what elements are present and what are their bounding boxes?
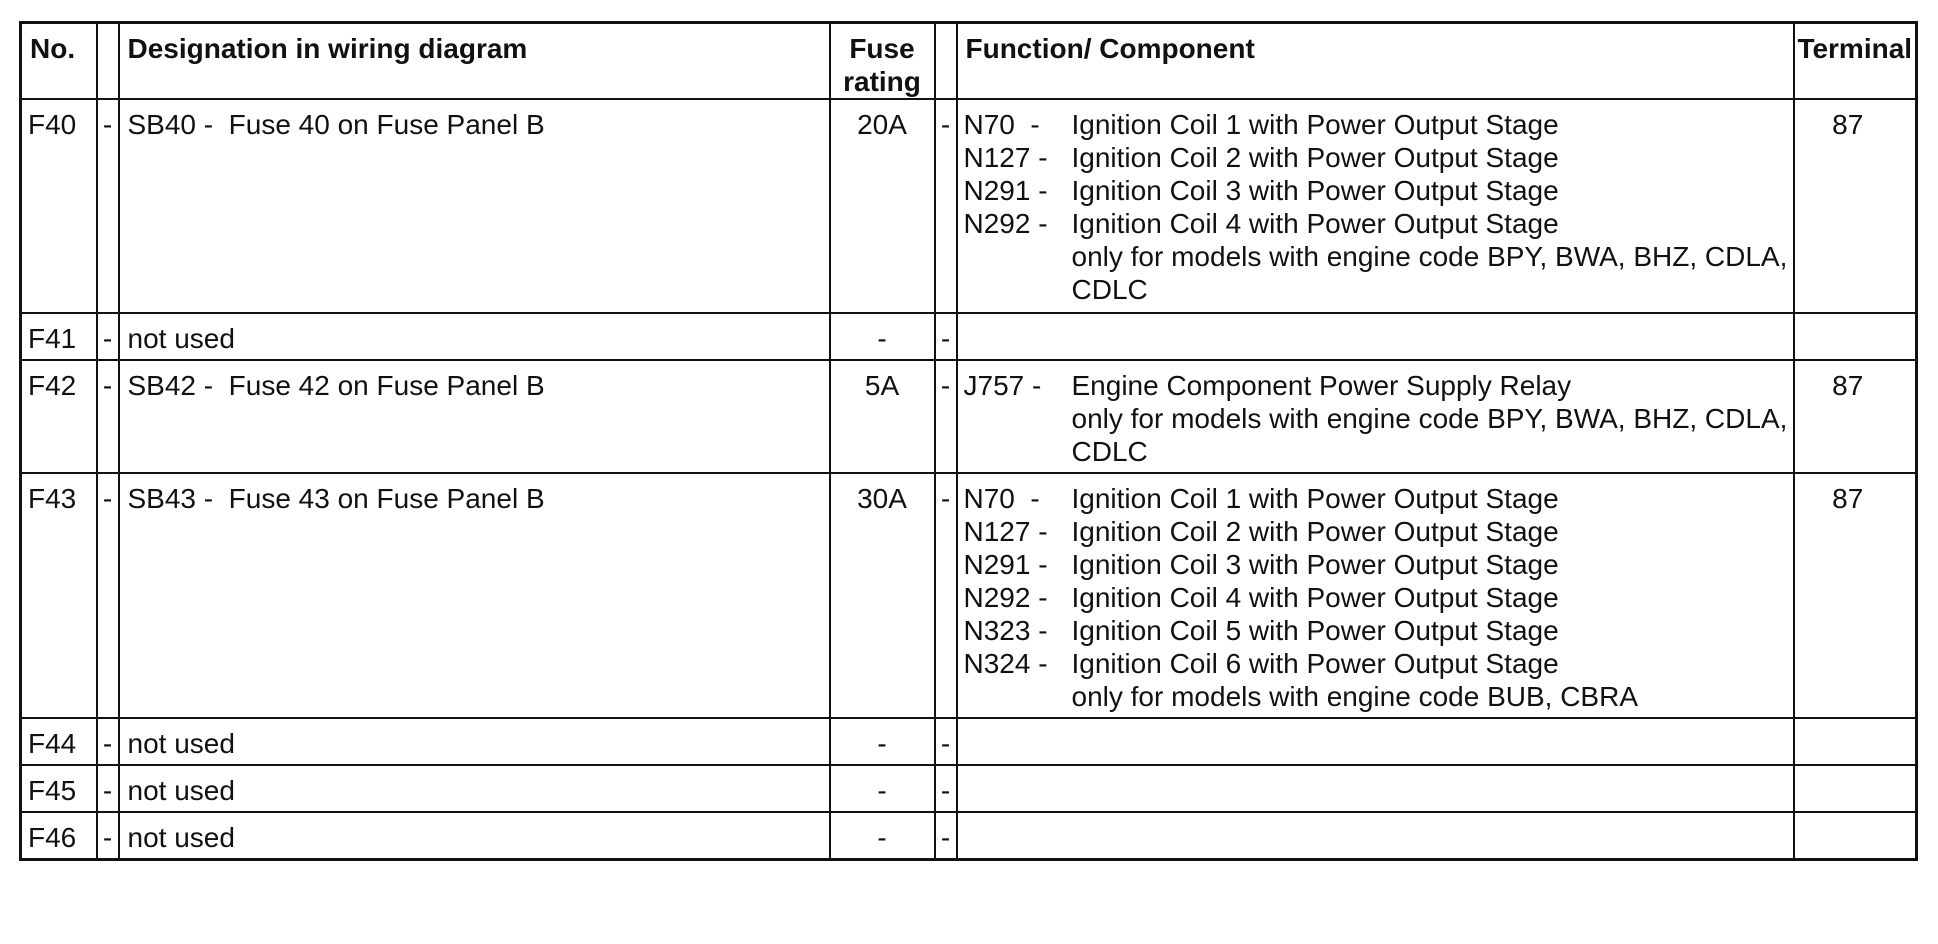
fuse-rating: 20A [830,99,935,313]
function-component [957,360,1794,473]
component-text: Ignition Coil 4 with Power Output Stage [1071,582,1559,613]
component-text: Ignition Coil 3 with Power Output Stage [1071,549,1559,580]
fuse-table-body [21,99,1917,860]
header-terminal: Terminal [1794,23,1917,100]
component-note: only for models with engine code BPY, BWA, BHZ, CDLA, CDLC [1071,403,1788,467]
separator-dash: - [97,718,119,765]
terminal: 87 [1794,360,1917,473]
function-component [957,99,1794,313]
designation: not used [119,313,830,360]
component-code: N127 - [963,516,1048,547]
component-line [964,174,1793,207]
terminal: 87 [1794,99,1917,313]
component-code: N291 - [963,175,1048,206]
component-text: Ignition Coil 5 with Power Output Stage [1071,615,1559,646]
fuse-rating: 5A [830,360,935,473]
separator-dash: - [97,473,119,718]
component-code: N127 - [963,142,1048,173]
function-component [957,718,1794,765]
separator-dash: - [935,99,957,313]
fuse-number: F41 [21,313,97,360]
designation: not used [119,718,830,765]
terminal [1794,313,1917,360]
fuse-table [19,21,1918,861]
component-note: only for models with engine code BPY, BWA, BHZ, CDLA, CDLC [1071,241,1788,305]
component-line [964,614,1793,647]
component-code: N324 - [963,648,1048,679]
fuse-number: F43 [21,473,97,718]
component-line [964,548,1793,581]
terminal [1794,765,1917,812]
component-code: N291 - [963,549,1048,580]
fuse-number: F46 [21,812,97,860]
table-row [21,360,1917,473]
component-code: N323 - [963,615,1048,646]
separator-dash: - [935,812,957,860]
table-row [21,765,1917,812]
component-text: Ignition Coil 6 with Power Output Stage [1071,648,1559,679]
header-no: No. [21,23,97,100]
separator-dash: - [935,313,957,360]
component-line [964,647,1793,680]
function-component [957,473,1794,718]
component-code: N70 - [963,483,1040,514]
component-code: N292 - [963,582,1048,613]
separator-dash: - [97,99,119,313]
component-text: Ignition Coil 2 with Power Output Stage [1071,142,1559,173]
component-line [964,369,1793,402]
terminal [1794,718,1917,765]
fuse-rating: - [830,765,935,812]
table-row [21,718,1917,765]
header-designation: Designation in wiring diagram [119,23,830,100]
separator-dash: - [935,360,957,473]
separator-dash: - [935,473,957,718]
component-line [964,108,1793,141]
component-code: N70 - [963,109,1040,140]
table-row [21,473,1917,718]
separator-dash: - [97,765,119,812]
component-code: N292 - [963,208,1048,239]
separator-dash: - [97,313,119,360]
fuse-rating: - [830,718,935,765]
table-row [21,812,1917,860]
fuse-rating: 30A [830,473,935,718]
component-note: only for models with engine code BUB, CBRA [1071,681,1638,712]
designation: not used [119,812,830,860]
component-line [964,515,1793,548]
separator-dash: - [935,765,957,812]
fuse-number: F45 [21,765,97,812]
component-line [964,482,1793,515]
designation: SB43 - Fuse 43 on Fuse Panel B [119,473,830,718]
fuse-number: F40 [21,99,97,313]
header-separator [935,23,957,100]
header-separator [97,23,119,100]
separator-dash: - [97,812,119,860]
table-row [21,99,1917,313]
header-fuse-rating [830,23,935,100]
table-row [21,313,1917,360]
header-fuse-rating-line1: Fuse [849,33,915,64]
function-component [957,812,1794,860]
fuse-rating: - [830,812,935,860]
separator-dash: - [935,718,957,765]
separator-dash: - [97,360,119,473]
function-component [957,313,1794,360]
designation: SB40 - Fuse 40 on Fuse Panel B [119,99,830,313]
function-component [957,765,1794,812]
component-line [964,207,1793,240]
component-text: Ignition Coil 4 with Power Output Stage [1071,208,1559,239]
terminal [1794,812,1917,860]
component-code: J757 - [963,370,1042,401]
header-function: Function/ Component [957,23,1794,100]
fuse-number: F44 [21,718,97,765]
component-text: Ignition Coil 1 with Power Output Stage [1071,483,1559,514]
terminal: 87 [1794,473,1917,718]
component-text: Ignition Coil 2 with Power Output Stage [1071,516,1559,547]
header-row [21,23,1917,100]
component-text: Engine Component Power Supply Relay [1071,370,1572,401]
component-line [964,581,1793,614]
fuse-number: F42 [21,360,97,473]
component-text: Ignition Coil 3 with Power Output Stage [1071,175,1559,206]
header-fuse-rating-line2: rating [843,66,921,97]
component-line [964,141,1793,174]
fuse-rating: - [830,313,935,360]
component-text: Ignition Coil 1 with Power Output Stage [1071,109,1559,140]
designation: not used [119,765,830,812]
designation: SB42 - Fuse 42 on Fuse Panel B [119,360,830,473]
